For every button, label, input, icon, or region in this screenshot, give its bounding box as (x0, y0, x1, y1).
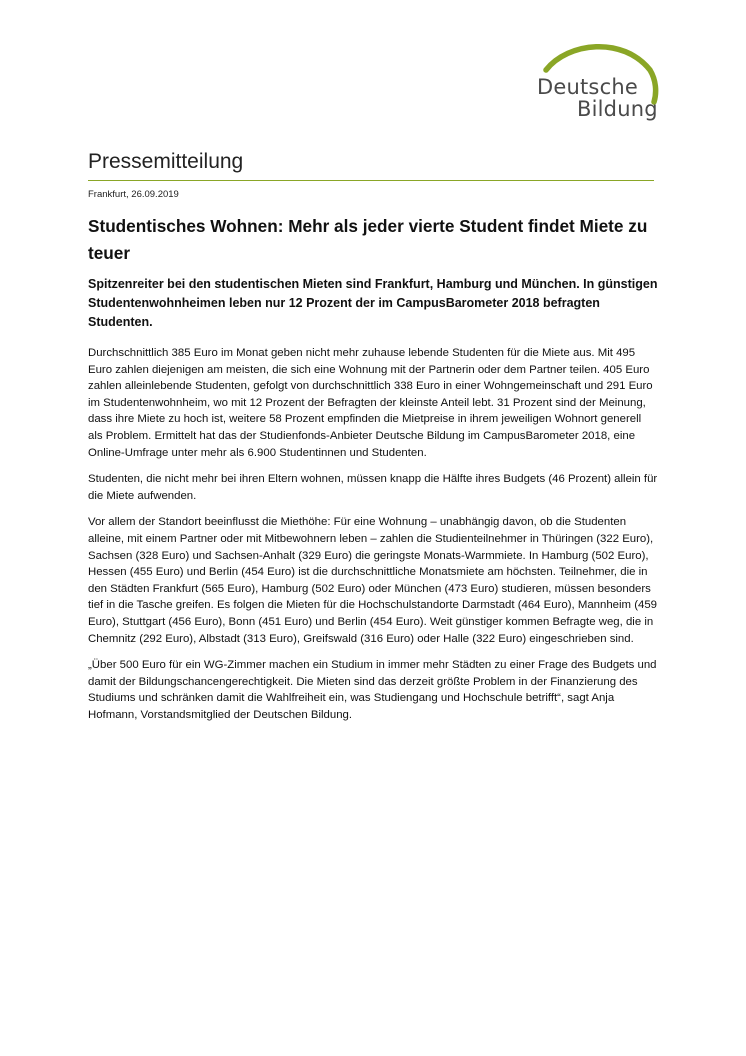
article-lead: Spitzenreiter bei den studentischen Mieten sind Frankfurt, Hamburg und München. In günstigen Studentenwohnheimen leben nur 12 Prozent der im CampusBarometer 2018 befragten Studenten. (88, 277, 658, 330)
article-body (88, 345, 658, 733)
body-paragraph: „Über 500 Euro für ein WG-Zimmer machen ein Studium in immer mehr Städten zu einer Frage des Budgets und damit der Bildungschancengerechtigkeit. Die Mieten sind das derzeit größte Problem in der Finanzierung des Studiums und schränken damit die Wahlfreiheit ein, was Studiengang und Hochschule betrifft“, sagt Anja Hofmann, Vorstandsmitglied der Deutschen Bildung. (88, 659, 657, 721)
dateline: Frankfurt, 26.09.2019 (88, 189, 179, 200)
body-paragraph: Studenten, die nicht mehr bei ihren Eltern wohnen, müssen knapp die Hälfte ihres Budgets (46 Prozent) allein für die Miete aufwenden. (88, 473, 658, 502)
deutsche-bildung-logo (528, 40, 660, 124)
logo-wordmark-line2: Bildung (577, 97, 658, 121)
body-paragraph: Vor allem der Standort beeinflusst die Miethöhe: Für eine Wohnung – unabhängig davon, ob die Studenten alleine, mit einem Partner oder mit Mitbewohnern leben – zahlen die Studienteilnehmer in Thüringen (322 Euro), Sachsen (328 Euro) und Sachsen-Anhalt (329 Euro) die geringste Monats-Warmmiete. In Hamburg (502 Euro), Hessen (455 Euro) und Berlin (454 Euro) ist die durchschnittliche Monatsmiete am höchsten. Teilnehmer, die in den Städten Frankfurt (565 Euro), Hamburg (502 Euro) oder München (473 Euro) studieren, müssen besonders tief in die Tasche greifen. Es folgen die Mieten für die Hochschulstandorte Darmstadt (464 Euro), Mannheim (459 Euro), Stuttgart (456 Euro), Bonn (451 Euro) und Berlin (454 Euro). Weit günstiger kommen Befragte weg, die in Chemnitz (292 Euro), Albstadt (313 Euro), Greifswald (316 Euro) oder Halle (322 Euro) eingeschrieben sind. (88, 516, 657, 645)
page-title: Pressemitteilung (88, 150, 244, 173)
logo-wordmark-line1: Deutsche (537, 75, 638, 99)
body-paragraph: Durchschnittlich 385 Euro im Monat geben nicht mehr zuhause lebende Studenten für die Miete aus. Mit 495 Euro zahlen diejenigen am meisten, die sich eine Wohnung mit der Partnerin oder dem Partner teilen. 405 Euro zahlen alleinlebende Studenten, gefolgt von durchschnittlich 338 Euro in einer Wohngemeinschaft und 291 Euro im Studentenwohnheim, wo mit 12 Prozent der Befragten der kleinste Anteil lebt. 31 Prozent sind der Meinung, dass ihre Miete zu hoch ist, weitere 58 Prozent empfinden die Mietpreise in ihrem jeweiligen Wohnort generell als Problem. Ermittelt hat das der Studienfonds-Anbieter Deutsche Bildung im CampusBarometer 2018, eine Online-Umfrage unter mehr als 6.900 Studentinnen und Studenten. (88, 347, 653, 459)
article-headline: Studentisches Wohnen: Mehr als jeder vierte Student findet Miete zu teuer (88, 216, 648, 263)
title-divider (88, 180, 654, 181)
